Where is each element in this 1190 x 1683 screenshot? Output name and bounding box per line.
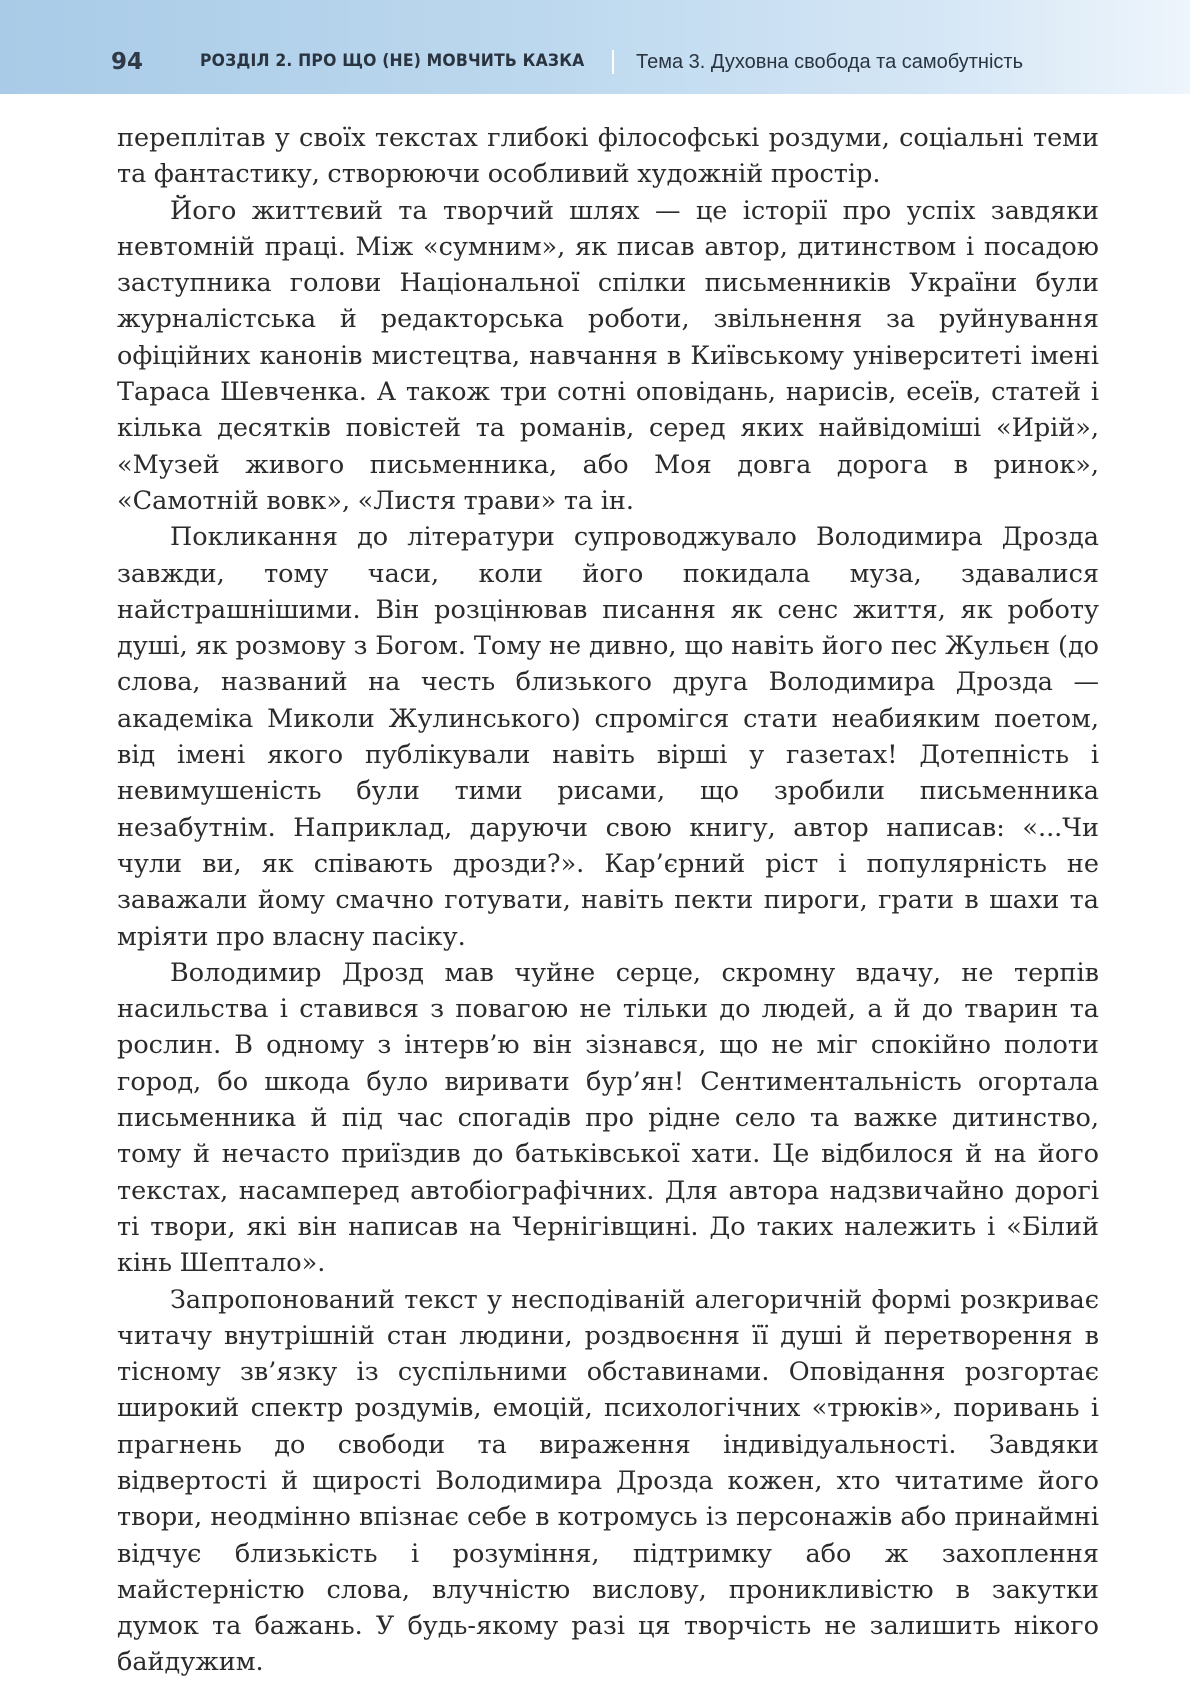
page-number: 94 — [111, 49, 144, 75]
section-title: РОЗДІЛ 2. ПРО ЩО (НЕ) МОВЧИТЬ КАЗКА — [200, 51, 585, 71]
header-divider — [612, 50, 614, 74]
page-header — [0, 0, 1190, 94]
paragraph-3: Покликання до літератури супроводжувало Володимира Дрозда завжди, тому часи, коли його покидала муза, здавалися найстрашнішими. Він розцінював писання як сенс життя, як роботу душі, як розмову з Богом. Тому не дивно, що навіть його пес Жульєн (до слова, названий на честь близького друга Володимира Дрозда — академіка Миколи Жулинського) спромігся стати неабияким поетом, від імені якого публікували навіть вірші у газетах! Дотепність і невимушеність були тими рисами, що зробили письменника незабутнім. Наприклад, даруючи свою книгу, автор написав: «...Чи чули ви, як співають дрозди?». Кар’єрний ріст і популярність не заважали йому смачно готувати, навіть пекти пироги, грати в шахи та мріяти про власну пасіку. — [117, 522, 1099, 952]
body-text — [117, 120, 1099, 1681]
topic-title: Тема 3. Духовна свобода та самобутність — [636, 51, 1023, 73]
paragraph-1: переплітав у своїх текстах глибокі філософські роздуми, соціальні теми та фантастику, створюючи особливий художній простір. — [117, 123, 1099, 190]
paragraph-4: Володимир Дрозд мав чуйне серце, скромну вдачу, не терпів насильства і ставився з повагою не тільки до людей, а й до тварин та рослин. В одному з інтерв’ю він зізнався, що не міг спокійно полоти город, бо шкода було виривати бур’ян! Сентиментальність огортала письменника й під час спогадів про рідне село та важке дитинство, тому й нечасто приїздив до батьківської хати. Це відбилося й на його текстах, насамперед автобіографічних. Для автора надзвичайно дорогі ті твори, які він написав на Чернігівщині. До таких належить і «Білий кінь Шептало». — [117, 957, 1099, 1279]
paragraph-2: Його життєвий та творчий шлях — це історії про успіх завдяки невтомній праці. Між «сумним», як писав автор, дитинством і посадою заступника голови Національної спілки письменників України були журналістська й редакторська роботи, звільнення за руйнування офіційних канонів мистецтва, навчання в Київському університеті імені Тараса Шевченка. А також три сотні оповідань, нарисів, есеїв, статей і кілька десятків повістей та романів, серед яких найвідоміші «Ирій», «Музей живого письменника, або Моя довга дорога в ринок», «Самотній вовк», «Листя трави» та ін. — [117, 195, 1099, 516]
paragraph-5: Запропонований текст у несподіваній алегоричній формі розкриває читачу внутрішній стан людини, роздвоєння її душі й перетворення в тісному зв’язку із суспільними обставинами. Оповідання розгортає широкий спектр роздумів, емоцій, психологічних «трюків», поривань і прагнень до свободи та вираження індивідуальності. Завдяки відвертості й щирості Володимира Дрозда кожен, хто читатиме його твори, неодмінно впізнає себе в котромусь із персонажів або принаймні відчує близькість і розуміння, підтримку або ж захоплення майстерністю слова, влучністю вислову, проникливістю в закутки думок та бажань. У будь-якому разі ця творчість не залишить нікого байдужим. — [117, 1284, 1099, 1678]
